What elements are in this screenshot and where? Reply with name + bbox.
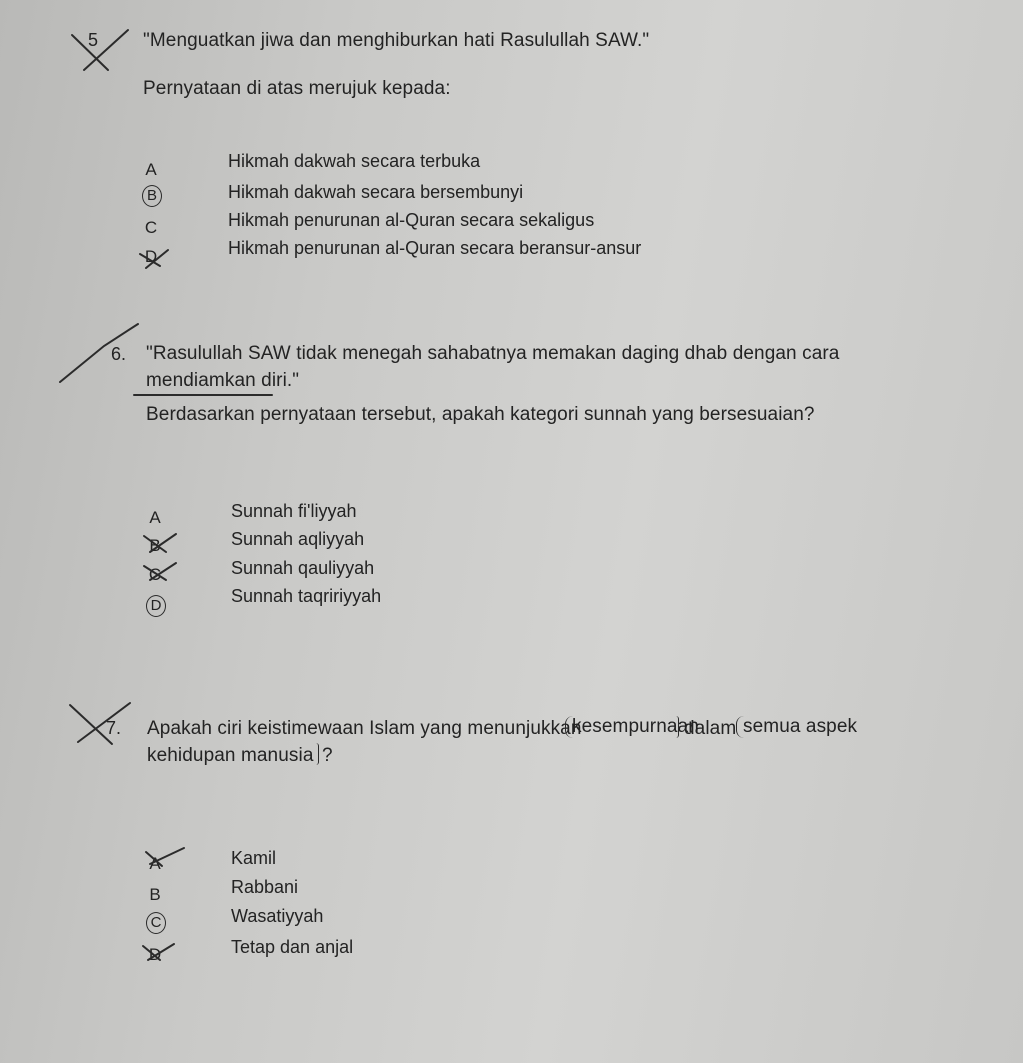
question-prompt: Berdasarkan pernyataan tersebut, apakah kategori sunnah yang bersesuaian? — [146, 404, 815, 425]
option-text: Kamil — [231, 848, 277, 868]
option-text: Sunnah taqririyyah — [231, 586, 382, 606]
option-text: Hikmah dakwah secara bersembunyi — [228, 182, 524, 202]
option-letter-circled: C — [146, 912, 166, 934]
option-text: Sunnah aqliyyah — [231, 529, 365, 549]
question-number: 6. — [111, 344, 127, 364]
question-statement: "Menguatkan jiwa dan menghiburkan hati Rasulullah SAW." — [143, 30, 650, 51]
question-prompt: Pernyataan di atas merujuk kepada: — [143, 78, 451, 99]
option-letter: A — [145, 160, 157, 179]
option-letter: C — [148, 565, 162, 584]
option-text: Hikmah penurunan al-Quran secara sekaligus — [228, 210, 595, 230]
option-text: Sunnah fi'liyyah — [231, 501, 357, 521]
option-letter-circled: D — [146, 595, 166, 617]
question-number: 7. — [106, 718, 122, 738]
question-statement-continued: mendiamkan diri." — [146, 370, 300, 391]
question-text-part: ? — [322, 745, 333, 766]
option-text: Rabbani — [231, 877, 299, 897]
option-text: Hikmah penurunan al-Quran secara beransur-ansur — [228, 238, 642, 258]
option-text: Wasatiyyah — [231, 906, 324, 926]
question-text-part: dalam — [684, 718, 737, 739]
option-text: Hikmah dakwah secara terbuka — [228, 151, 481, 171]
option-text: Sunnah qauliyyah — [231, 558, 375, 578]
question-text-marked: semua aspek — [736, 716, 857, 738]
question-text-part: kehidupan manusia — [147, 745, 314, 766]
question-statement: "Rasulullah SAW tidak menegah sahabatnya memakan daging dhab dengan cara — [146, 343, 840, 364]
question-text-part: Apakah ciri keistimewaan Islam yang menunjukkan — [147, 718, 582, 739]
option-letter: B — [149, 536, 161, 555]
option-letter: B — [149, 885, 161, 904]
option-letter: D — [144, 247, 158, 266]
question-number: 5 — [88, 30, 99, 50]
option-letter-circled: B — [142, 185, 162, 207]
option-letter: A — [149, 854, 161, 873]
paren-mark — [676, 716, 679, 738]
tick-mark — [60, 324, 138, 382]
cross-mark — [78, 703, 130, 742]
paren-mark — [316, 743, 319, 765]
option-letter: A — [149, 508, 161, 527]
question-text-marked: kesempurnaan — [565, 716, 699, 738]
option-letter: D — [148, 945, 162, 964]
option-letter: C — [144, 218, 158, 237]
option-text: Tetap dan anjal — [231, 937, 354, 957]
